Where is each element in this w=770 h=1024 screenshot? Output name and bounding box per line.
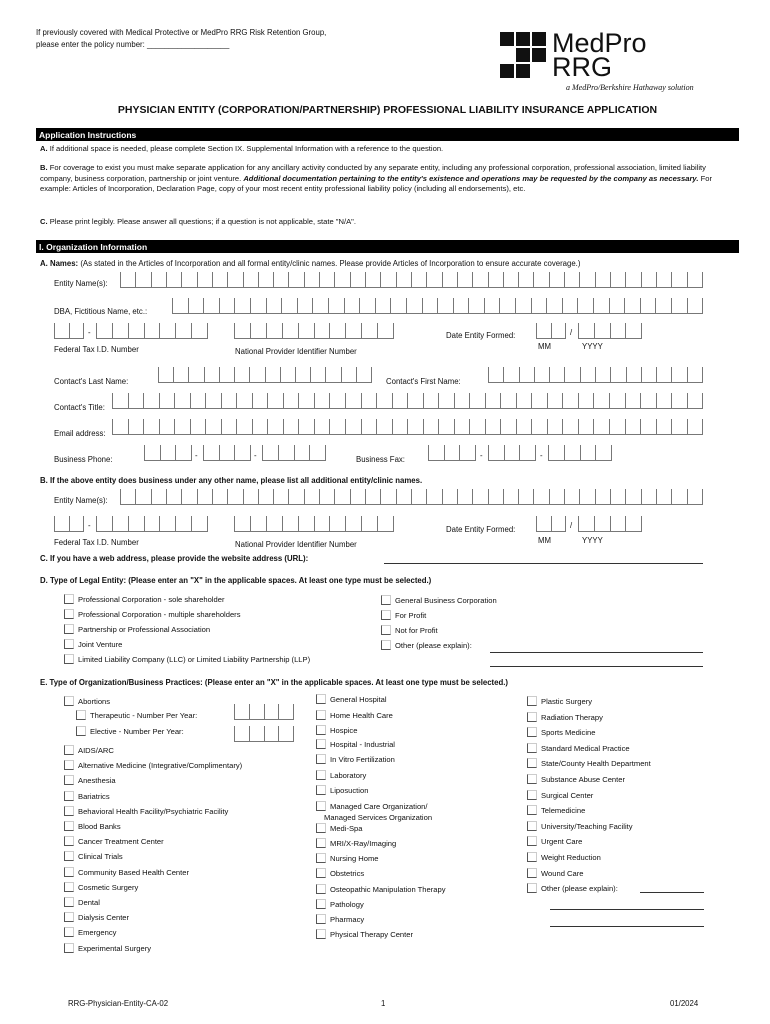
checkbox-box[interactable] (527, 805, 537, 815)
checkbox-label: Professional Corporation - sole shareholder (78, 595, 225, 604)
checkbox-label: Community Based Health Center (78, 867, 190, 877)
contact-first-label: Contact's First Name: (386, 377, 461, 386)
other-date-month-input[interactable] (536, 516, 566, 532)
checkbox-label: Behavioral Health Facility/Psychiatric Facility (78, 806, 229, 816)
fax-prefix-input[interactable] (488, 445, 536, 461)
checkbox-box[interactable] (316, 838, 326, 848)
checkbox-box[interactable] (527, 868, 537, 878)
checkbox-label: Bariatrics (78, 791, 110, 801)
checkbox-box[interactable] (527, 743, 537, 753)
contact-title-label: Contact's Title: (54, 403, 105, 412)
checkbox-label: In Vitro Fertilization (330, 755, 395, 764)
checkbox-label: Plastic Surgery (541, 697, 593, 706)
checkbox-label: Anesthesia (78, 776, 116, 786)
practices-other-line-3[interactable] (550, 926, 704, 927)
checkbox-label: Pharmacy (330, 915, 365, 924)
logo-tagline: a MedPro/Berkshire Hathaway solution (566, 83, 694, 92)
entity-names-label: Entity Name(s): (54, 279, 108, 288)
checkbox-box[interactable] (381, 625, 391, 635)
business-phone-label: Business Phone: (54, 455, 113, 464)
checkbox-label: Joint Venture (78, 640, 123, 649)
legal-entity-other-line-2[interactable] (490, 666, 703, 667)
prior-coverage-line-2: please enter the policy number: ___________________ (36, 40, 230, 49)
practices-other-line-2[interactable] (550, 909, 704, 910)
checkbox-box[interactable] (64, 609, 74, 619)
checkbox-box[interactable] (64, 639, 74, 649)
checkbox-box[interactable] (316, 739, 326, 749)
checkbox-box[interactable] (527, 883, 537, 893)
email-label: Email address: (54, 429, 106, 438)
phone-dash-2: - (254, 451, 257, 460)
business-practices-question: E. Type of Organization/Business Practices: (Please enter an "X" in the applicable spaces. At least one type must be selected.) (40, 678, 508, 687)
other-date-slash: / (570, 521, 573, 530)
medpro-logo-mark-icon (500, 32, 548, 80)
instruction-b: B. For coverage to exist you must make separate application for any ancillary activity conducted by any separate entity, including any professional corporation, professional association, limited liability company, business corporation, partnership or joint venture. Additional documentation pertaining to the entity's existence and operations may be requested by the company as necessary. For example: Articles of Incorporation, Declaration Page, copy of your most recent entity professional liability policy (including all endorsements), etc. (40, 163, 712, 193)
checkbox-box[interactable] (64, 624, 74, 634)
date-formed-label: Date Entity Formed: (446, 331, 516, 340)
prior-coverage-line-1: If previously covered with Medical Protective or MedPro RRG Risk Retention Group, (36, 28, 327, 37)
instruction-c: C. Please print legibly. Please answer all questions; if a question is not applicable, state "N/A". (40, 217, 356, 226)
legal-entity-question: D. Type of Legal Entity: (Please enter an "X" in the applicable spaces. At least one type must be selected.) (40, 576, 432, 585)
checkbox-label: Dental (78, 898, 100, 907)
checkbox-box[interactable] (76, 726, 86, 736)
checkbox-label: Experimental Surgery (78, 943, 152, 953)
checkbox-box[interactable] (316, 823, 326, 833)
checkbox-box[interactable] (64, 821, 74, 831)
contact-last-label: Contact's Last Name: (54, 377, 129, 386)
fax-dash-1: - (480, 451, 483, 460)
contact-title-input[interactable] (112, 393, 703, 409)
checkbox-box[interactable] (527, 821, 537, 831)
other-fein-prefix-input[interactable] (54, 516, 84, 532)
checkbox-label: Abortions (78, 697, 111, 706)
checkbox-box[interactable] (381, 640, 391, 650)
checkbox-box[interactable] (527, 727, 537, 737)
other-date-formed-label: Date Entity Formed: (446, 525, 516, 534)
checkbox-label: Liposuction (330, 786, 369, 795)
checkbox-box[interactable] (316, 929, 326, 939)
instruction-a: A. If additional space is needed, please complete Section IX. Supplemental Information with a reference to the question. (40, 144, 444, 153)
checkbox-box[interactable] (527, 774, 537, 784)
checkbox-box[interactable] (64, 791, 74, 801)
contact-last-input[interactable] (158, 367, 372, 383)
checkbox-box[interactable] (64, 696, 74, 706)
checkbox-box[interactable] (316, 884, 326, 894)
checkbox-label: Dialysis Center (78, 913, 130, 923)
practices-other-line-1[interactable] (640, 892, 704, 893)
checkbox-label: Cancer Treatment Center (78, 837, 164, 847)
other-fein-label: Federal Tax I.D. Number (54, 538, 139, 547)
checkbox-box[interactable] (64, 867, 74, 877)
mm-label: MM (538, 342, 551, 351)
section-organization-heading: I. Organization Information (36, 240, 739, 253)
checkbox-box[interactable] (527, 696, 537, 706)
logo-text-medpro: MedPro (552, 28, 647, 58)
checkbox-box[interactable] (316, 694, 326, 704)
npi-label: National Provider Identifier Number (235, 347, 357, 356)
checkbox-box[interactable] (64, 836, 74, 846)
other-entity-names-label: Entity Name(s): (54, 496, 108, 505)
phone-line-input[interactable] (262, 445, 326, 461)
other-date-year-input[interactable] (578, 516, 642, 532)
checkbox-box[interactable] (64, 775, 74, 785)
instructions-heading: Application Instructions (36, 128, 739, 141)
checkbox-label: AIDS/ARC (78, 746, 114, 755)
checkbox-label: Not for Profit (395, 626, 438, 635)
email-input[interactable] (112, 419, 703, 435)
other-yyyy-label: YYYY (582, 536, 603, 545)
checkbox-box[interactable] (527, 852, 537, 862)
checkbox-label: State/County Health Department (541, 759, 651, 769)
footer-page-number: 1 (381, 999, 386, 1008)
names-question: A. Names: (As stated in the Articles of Incorporation and all formal entity/clinic names. Please provide Articles of Incorporation to ensure accurate coverage.) (40, 259, 581, 268)
checkbox-box[interactable] (316, 710, 326, 720)
phone-dash-1: - (195, 451, 198, 460)
checkbox-box[interactable] (381, 610, 391, 620)
checkbox-box[interactable] (64, 760, 74, 770)
other-mm-label: MM (538, 536, 551, 545)
checkbox-label: Laboratory (330, 771, 367, 780)
fax-line-input[interactable] (548, 445, 612, 461)
dba-label: DBA, Fictitious Name, etc.: (54, 307, 148, 316)
checkbox-box[interactable] (64, 851, 74, 861)
checkbox-box[interactable] (64, 927, 74, 937)
checkbox-box[interactable] (64, 745, 74, 755)
checkbox-box[interactable] (316, 785, 326, 795)
checkbox-box[interactable] (527, 836, 537, 846)
fax-area-input[interactable] (428, 445, 476, 461)
checkbox-box[interactable] (316, 899, 326, 909)
fein-label: Federal Tax I.D. Number (54, 345, 139, 354)
checkbox-label: General Hospital (330, 695, 387, 704)
checkbox-box[interactable] (316, 868, 326, 878)
therapeutic-count-input[interactable] (234, 704, 294, 720)
footer-date: 01/2024 (670, 999, 699, 1008)
checkbox-label: Managed Services Organization (324, 813, 433, 822)
checkbox-label: University/Teaching Facility (541, 821, 633, 831)
fein-prefix-input[interactable] (54, 323, 84, 339)
other-fein-suffix-input[interactable] (96, 516, 208, 532)
checkbox-box[interactable] (381, 595, 391, 605)
checkbox-label: Nursing Home (330, 854, 379, 863)
other-entity-names-input[interactable] (120, 489, 703, 505)
date-formed-year-input[interactable] (578, 323, 642, 339)
checkbox-label: Other (please explain): (541, 884, 618, 894)
checkbox-box[interactable] (316, 801, 326, 811)
checkbox-label: Hospice (330, 726, 358, 735)
checkbox-box[interactable] (316, 914, 326, 924)
checkbox-label: MRI/X-Ray/Imaging (330, 839, 397, 848)
checkbox-box[interactable] (527, 790, 537, 800)
date-formed-month-input[interactable] (536, 323, 566, 339)
checkbox-label: Osteopathic Manipulation Therapy (330, 885, 446, 894)
checkbox-box[interactable] (316, 853, 326, 863)
checkbox-label: Elective - Number Per Year: (90, 727, 184, 736)
checkbox-label: Substance Abuse Center (541, 775, 626, 784)
checkbox-label: For Profit (395, 611, 427, 620)
elective-count-input[interactable] (234, 726, 294, 742)
business-fax-label: Business Fax: (356, 455, 405, 464)
checkbox-label: Wound Care (541, 868, 584, 878)
checkbox-label: Other (please explain): (395, 641, 472, 650)
web-address-input[interactable] (384, 563, 703, 564)
checkbox-label: Limited Liability Company (LLC) or Limited Liability Partnership (LLP) (78, 655, 311, 664)
checkbox-label: General Business Corporation (395, 596, 497, 605)
checkbox-label: Cosmetic Surgery (78, 882, 139, 892)
checkbox-box[interactable] (64, 943, 74, 953)
checkbox-label: Obstetrics (330, 869, 365, 878)
checkbox-box[interactable] (76, 710, 86, 720)
checkbox-label: Alternative Medicine (Integrative/Complimentary) (78, 761, 243, 771)
checkbox-box[interactable] (64, 897, 74, 907)
checkbox-box[interactable] (64, 654, 74, 664)
other-fein-dash: - (88, 521, 91, 530)
fein-suffix-input[interactable] (96, 323, 208, 339)
checkbox-label: Weight Reduction (541, 853, 601, 862)
checkbox-label: Emergency (78, 928, 117, 938)
checkbox-box[interactable] (527, 758, 537, 768)
checkbox-box[interactable] (64, 912, 74, 922)
phone-area-input[interactable] (144, 445, 192, 461)
checkbox-label: Standard Medical Practice (541, 743, 630, 753)
checkbox-label: Clinical Trials (78, 852, 123, 862)
checkbox-box[interactable] (64, 594, 74, 604)
checkbox-box[interactable] (64, 882, 74, 892)
checkbox-label: Telemedicine (541, 806, 586, 816)
other-npi-label: National Provider Identifier Number (235, 540, 357, 549)
checkbox-label: Physical Therapy Center (330, 930, 414, 939)
entity-names-input[interactable] (120, 272, 703, 288)
fax-dash-2: - (540, 451, 543, 460)
footer-form-id: RRG-Physician-Entity-CA-02 (68, 999, 169, 1008)
checkbox-label: Therapeutic - Number Per Year: (90, 711, 198, 720)
checkbox-label: Medi-Spa (330, 824, 363, 833)
checkbox-label: Surgical Center (541, 790, 594, 800)
checkbox-box[interactable] (316, 725, 326, 735)
date-slash: / (570, 328, 573, 337)
other-names-question: B. If the above entity does business under any other name, please list all additional entity/clinic names. (40, 476, 423, 485)
logo-text-rrg: RRG (552, 52, 612, 82)
phone-prefix-input[interactable] (203, 445, 251, 461)
checkbox-label: Professional Corporation - multiple shareholders (78, 610, 241, 619)
checkbox-label: Radiation Therapy (541, 712, 603, 722)
checkbox-label: Hospital - Industrial (330, 740, 395, 749)
checkbox-label: Partnership or Professional Association (78, 625, 211, 634)
checkbox-label: Home Health Care (330, 711, 393, 720)
yyyy-label: YYYY (582, 342, 603, 351)
legal-entity-other-line-1[interactable] (490, 652, 703, 653)
other-npi-input[interactable] (234, 516, 394, 532)
checkbox-label: Urgent Care (541, 837, 583, 847)
checkbox-box[interactable] (527, 712, 537, 722)
page-title: PHYSICIAN ENTITY (CORPORATION/PARTNERSHIP) PROFESSIONAL LIABILITY INSURANCE APPLICATION (117, 104, 658, 116)
checkbox-box[interactable] (64, 806, 74, 816)
dba-input[interactable] (172, 298, 703, 314)
checkbox-label: Managed Care Organization/ (330, 802, 428, 811)
checkbox-box[interactable] (316, 770, 326, 780)
fein-dash: - (88, 328, 91, 337)
medpro-logo (500, 28, 740, 94)
checkbox-label: Pathology (330, 900, 364, 909)
web-address-question: C. If you have a web address, please provide the website address (URL): (40, 554, 309, 563)
contact-first-input[interactable] (488, 367, 703, 383)
checkbox-label: Blood Banks (78, 822, 121, 831)
checkbox-label: Sports Medicine (541, 728, 596, 738)
npi-input[interactable] (234, 323, 394, 339)
checkbox-box[interactable] (316, 754, 326, 764)
